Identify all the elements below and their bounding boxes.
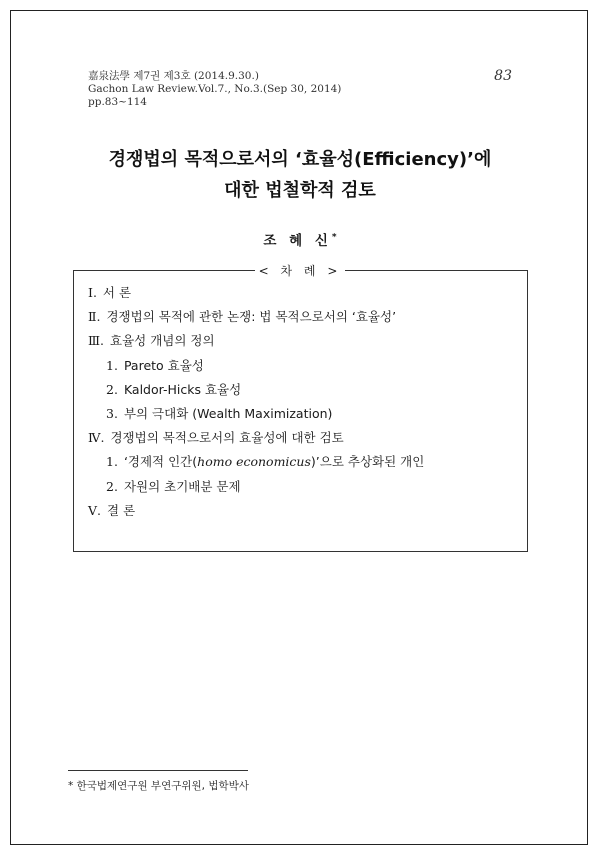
paper-title-line-1: 경쟁법의 목적으로서의 ‘효율성(Efficiency)’에 [108,149,492,170]
toc-item-number: Ⅴ. [88,502,102,518]
author-name: 조 혜 신 [263,233,332,249]
toc-item-text-pre: ‘경제적 인간( [123,454,198,470]
toc-item [88,305,424,329]
toc-item-text: Kaldor-Hicks 효율성 [123,381,242,397]
journal-pages-line: pp.83~114 [88,96,147,108]
toc-heading-text: 차 례 [280,264,320,278]
footnote-divider [68,770,248,771]
toc-item [88,281,424,305]
paper-title-line-2: 대한 법철학적 검토 [224,180,376,201]
toc-left-bracket: < [258,264,273,278]
journal-english-line: Gachon Law Review.Vol.7., No.3.(Sep 30, 2014) [88,83,342,95]
page-number: 83 [494,68,512,84]
journal-name-line: 嘉泉法學 제7권 제3호 (2014.9.30.) [88,70,259,82]
toc-item-text: 자원의 초기배분 문제 [123,478,241,494]
toc-subitem [88,450,424,474]
toc-subitem [88,354,424,378]
toc-item-text: 경쟁법의 목적으로서의 효율성에 대한 검토 [110,430,344,446]
toc-subitem [88,402,424,426]
toc-item-text: 결 론 [107,502,136,518]
toc-item [88,329,424,353]
toc-item-text-post: )’으로 추상화된 개인 [310,454,425,470]
toc-item-text: 서 론 [102,285,132,300]
toc-heading [0,260,600,279]
toc-item-text: 부의 극대화 (Wealth Maximization) [123,405,333,421]
author-footnote: * 한국법제연구원 부연구위원, 법학박사 [68,780,249,792]
toc-right-bracket: > [327,264,342,278]
journal-header [88,70,341,109]
toc-item-number: Ⅲ. [88,333,105,349]
toc-item-number: 3. [106,405,118,421]
toc-item-text-italic: homo economicus [197,454,311,470]
toc-item-number: 1. [106,357,118,373]
author-footnote-mark: * [331,232,337,243]
toc-item-number: Ⅰ. [88,285,97,300]
toc-item-number: Ⅱ. [88,309,101,325]
toc-item-number: 2. [106,478,118,494]
toc-item-number: 2. [106,381,118,397]
toc-item-number: Ⅳ. [88,430,105,446]
toc-subitem [88,475,424,499]
toc-item-text: 경쟁법의 목적에 관한 논쟁: 법 목적으로서의 ‘효율성’ [106,309,397,325]
toc-item-text: 효율성 개념의 정의 [110,333,215,349]
toc-item-number: 1. [106,454,118,470]
toc-subitem [88,378,424,402]
toc-list [88,281,424,523]
author [0,229,600,249]
toc-item-text: Pareto 효율성 [123,357,204,373]
toc-item [88,426,424,450]
toc-item [88,499,424,523]
